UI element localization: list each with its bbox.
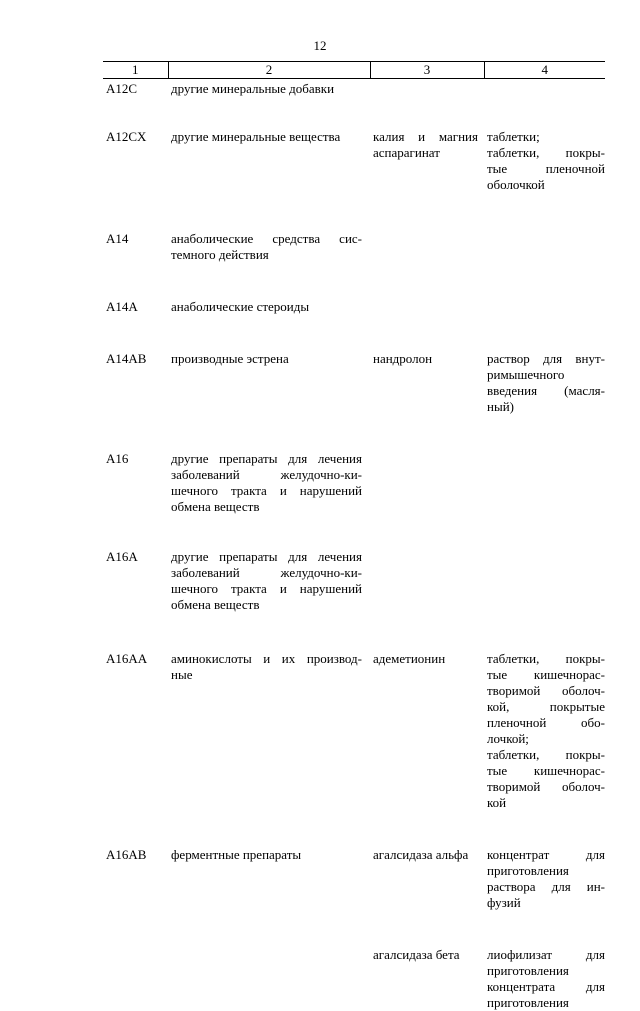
table-row [103,633,605,829]
row-code: A12CX [103,113,168,213]
row-form [484,333,605,433]
row-name-line: ферментные препараты [171,847,362,863]
column-header: 3 [370,62,484,79]
row-name [168,929,370,1011]
row-form-line: таблетки; [487,129,605,145]
row-drug [370,533,484,633]
row-form-line: оболочкой [487,177,605,193]
row-drug-line: агалсидаза бета [373,947,478,963]
row-name-line: шечного тракта и нарушений [171,483,362,499]
row-form-line: таблетки, покры- [487,651,605,667]
table-row [103,829,605,929]
row-form-line: раствора для ин- [487,879,605,895]
row-code: A16AA [103,633,168,829]
table-row [103,283,605,333]
column-header: 4 [484,62,605,79]
row-form-line: римышечного [487,367,605,383]
column-header: 2 [168,62,370,79]
row-name-line: заболеваний желудочно-ки- [171,467,362,483]
row-code: A16AB [103,829,168,929]
row-form-line: концентрат для [487,847,605,863]
table-body [103,79,605,1011]
row-name-line: анаболические средства сис- [171,231,362,247]
row-name [168,533,370,633]
row-code: A14A [103,283,168,333]
row-drug [370,213,484,283]
table-row [103,433,605,533]
row-name-line: анаболические стероиды [171,299,362,315]
row-name-line: обмена веществ [171,499,362,515]
row-name [168,433,370,533]
row-form [484,533,605,633]
row-name-line: шечного тракта и нарушений [171,581,362,597]
table-row [103,113,605,213]
table-row [103,929,605,1011]
row-drug [370,79,484,114]
row-form-line: приготовления [487,863,605,879]
row-drug [370,283,484,333]
row-form [484,213,605,283]
row-code: A12C [103,79,168,114]
row-name-line: другие минеральные вещества [171,129,362,145]
row-drug-line: калия и магния [373,129,478,145]
row-form-line: лочкой; [487,731,605,747]
page-number: 12 [0,38,640,54]
table-row [103,79,605,114]
row-form-line: фузий [487,895,605,911]
row-drug-line: нандролон [373,351,478,367]
row-form [484,433,605,533]
drug-classification-table [103,61,605,1011]
table-header-row [103,62,605,79]
row-drug [370,633,484,829]
row-name-line: другие минеральные добавки [171,81,362,97]
row-form-line: тые кишечнорас- [487,667,605,683]
row-code: A14 [103,213,168,283]
row-form-line: концентрата для [487,979,605,995]
row-form [484,79,605,114]
row-code: A16 [103,433,168,533]
table-row [103,333,605,433]
row-form-line: творимой оболоч- [487,779,605,795]
row-form [484,283,605,333]
row-name [168,829,370,929]
row-form-line: тые кишечнорас- [487,763,605,779]
row-form-line: тые пленочной [487,161,605,177]
row-form-line: введения (масля- [487,383,605,399]
row-form-line: раствор для внут- [487,351,605,367]
row-name [168,113,370,213]
row-form [484,929,605,1011]
row-drug-line: агалсидаза альфа [373,847,478,863]
row-form-line: кой [487,795,605,811]
row-drug [370,829,484,929]
row-name [168,333,370,433]
row-name [168,633,370,829]
row-drug-line: аспарагинат [373,145,478,161]
column-header: 1 [103,62,168,79]
row-name [168,79,370,114]
row-name [168,213,370,283]
row-name-line: обмена веществ [171,597,362,613]
table-row [103,213,605,283]
row-name-line: аминокислоты и их производ- [171,651,362,667]
row-name-line: заболеваний желудочно-ки- [171,565,362,581]
row-form-line: таблетки, покры- [487,145,605,161]
row-form-line: приготовления [487,963,605,979]
row-form-line: кой, покрытые [487,699,605,715]
row-code: A16A [103,533,168,633]
row-name [168,283,370,333]
row-code [103,929,168,1011]
row-form [484,633,605,829]
row-form [484,829,605,929]
row-code: A14AB [103,333,168,433]
row-form-line: пленочной обо- [487,715,605,731]
row-form-line: творимой оболоч- [487,683,605,699]
row-name-line: другие препараты для лечения [171,549,362,565]
table-row [103,533,605,633]
row-name-line: производные эстрена [171,351,362,367]
row-form [484,113,605,213]
row-name-line: темного действия [171,247,362,263]
row-form-line: приготовления [487,995,605,1011]
row-form-line: лиофилизат для [487,947,605,963]
row-name-line: другие препараты для лечения [171,451,362,467]
row-drug [370,333,484,433]
row-name-line: ные [171,667,362,683]
row-form-line: таблетки, покры- [487,747,605,763]
row-form-line: ный) [487,399,605,415]
row-drug [370,929,484,1011]
row-drug [370,433,484,533]
row-drug-line: адеметионин [373,651,478,667]
row-drug [370,113,484,213]
